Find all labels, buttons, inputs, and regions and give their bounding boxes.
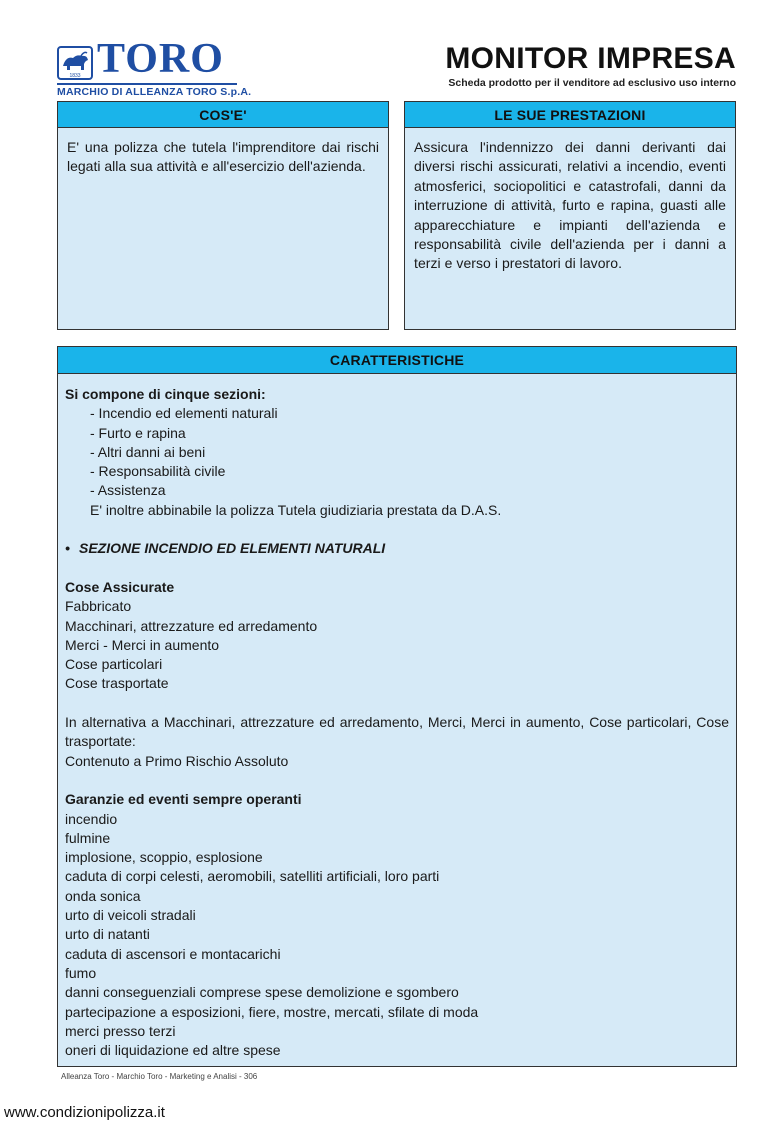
garanzie-list	[65, 810, 729, 1061]
list-item: urto di veicoli stradali	[65, 907, 196, 924]
list-item: - Incendio ed elementi naturali	[90, 405, 278, 422]
bull-emblem-icon	[57, 46, 93, 80]
footer-note: Alleanza Toro - Marchio Toro - Marketing e Analisi - 306	[61, 1072, 258, 1081]
cose-text: E' una polizza che tutela l'imprenditore dai rischi legati alla sua attività e all'esercizio dell'azienda.	[67, 139, 379, 175]
list-item: fulmine	[65, 829, 111, 846]
list-item: implosione, scoppio, esplosione	[65, 849, 263, 866]
bullet-icon: •	[65, 540, 70, 557]
logo-wordmark: TORO	[97, 36, 224, 82]
footer-url-link[interactable]: www.condizionipolizza.it	[4, 1104, 165, 1121]
caratteristiche-heading: CARATTERISTICHE	[58, 347, 736, 374]
document-header	[445, 44, 736, 89]
list-item: partecipazione a esposizioni, fiere, mostre, mercati, sfilate di moda	[65, 1003, 479, 1020]
list-item: urto di natanti	[65, 926, 150, 943]
list-item: danni conseguenziali comprese spese demolizione e sgombero	[65, 984, 459, 1001]
list-item: Merci - Merci in aumento	[65, 636, 220, 653]
caratteristiche-panel	[57, 346, 737, 1067]
list-item: Macchinari, attrezzature ed arredamento	[65, 617, 318, 634]
page-subtitle: Scheda prodotto per il venditore ad esclusivo uso interno	[448, 77, 736, 89]
garanzie-heading: Garanzie ed eventi sempre operanti	[65, 791, 302, 808]
cose-panel	[57, 101, 389, 330]
cose-heading: COS'E'	[58, 102, 388, 128]
emblem-year: 1833	[69, 73, 81, 79]
list-item: Cose particolari	[65, 656, 163, 673]
list-item: merci presso terzi	[65, 1022, 176, 1039]
abbinabile-note: E' inoltre abbinabile la polizza Tutela giudiziaria prestata da D.A.S.	[90, 501, 502, 518]
prestazioni-heading: LE SUE PRESTAZIONI	[405, 102, 735, 128]
prestazioni-text: Assicura l'indennizzo dei danni derivanti dai diversi rischi assicurati, relativi a incendio, eventi atmosferici, sociopolitici e catastrofali, danni da interruzione di attività, furto e rapina, guasti alle apparecchiature e impianti dell'azienda e responsabilità civile dell'azienda per i danni a terzi e verso i prestatori di lavoro.	[414, 139, 726, 272]
list-item: Cose trasportate	[65, 675, 169, 692]
toro-logo	[57, 36, 252, 98]
list-item: caduta di corpi celesti, aeromobili, satelliti artificiali, loro parti	[65, 868, 440, 885]
section-title	[65, 539, 729, 558]
list-item: - Responsabilità civile	[90, 463, 226, 480]
list-item: onda sonica	[65, 887, 141, 904]
cose-assicurate-list	[65, 597, 729, 693]
section-title-text: SEZIONE INCENDIO ED ELEMENTI NATURALI	[79, 540, 386, 557]
alternativa-text: In alternativa a Macchinari, attrezzature ed arredamento, Merci, Merci in aumento, Cose particolari, Cose trasportate:	[65, 714, 729, 750]
cose-assicurate-heading: Cose Assicurate	[65, 578, 175, 595]
page-title: MONITOR IMPRESA	[445, 42, 736, 75]
logo-rule	[57, 83, 237, 85]
list-item: Fabbricato	[65, 598, 132, 615]
prestazioni-panel	[404, 101, 736, 330]
list-item: - Altri danni ai beni	[90, 443, 206, 460]
list-item: - Assistenza	[90, 482, 166, 499]
list-item: fumo	[65, 964, 97, 981]
list-item: caduta di ascensori e montacarichi	[65, 945, 281, 962]
list-item: - Furto e rapina	[90, 424, 186, 441]
logo-subtitle: MARCHIO DI ALLEANZA TORO S.p.A.	[57, 86, 252, 98]
contenuto-text: Contenuto a Primo Rischio Assoluto	[65, 752, 289, 769]
list-item: oneri di liquidazione ed altre spese	[65, 1042, 281, 1059]
list-item: incendio	[65, 810, 118, 827]
sections-list	[65, 404, 729, 520]
sections-intro: Si compone di cinque sezioni:	[65, 386, 266, 402]
